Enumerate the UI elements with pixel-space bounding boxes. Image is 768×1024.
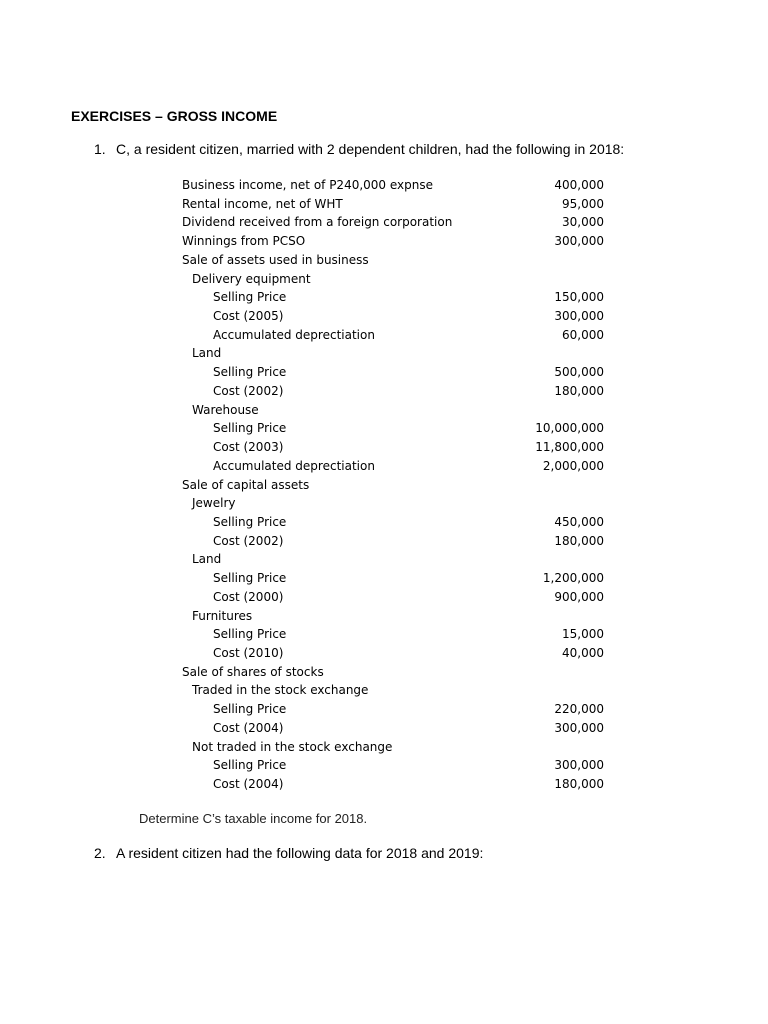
item-label: Accumulated deprectiation: [213, 327, 375, 342]
item-label: Rental income, net of WHT: [182, 196, 343, 211]
item-label: Selling Price: [213, 514, 287, 529]
item-row: [182, 569, 604, 588]
item-label: Warehouse: [192, 402, 259, 417]
item-row: [182, 176, 604, 195]
item-row: [182, 232, 604, 251]
item-label: Dividend received from a foreign corporation: [182, 215, 453, 230]
item-value: 180,000: [554, 533, 604, 548]
item-value: 11,800,000: [535, 440, 604, 455]
item-row: [182, 401, 604, 420]
page-title: EXERCISES – GROSS INCOME: [71, 108, 278, 124]
item-row: [182, 756, 604, 775]
item-row: [182, 550, 604, 569]
item-value: 300,000: [554, 234, 604, 249]
item-label: Cost (2000): [213, 589, 284, 604]
item-row: [182, 195, 604, 214]
item-row: [182, 738, 604, 757]
item-label: Sale of capital assets: [182, 477, 310, 492]
item-row: [182, 588, 604, 607]
item-value: 30,000: [562, 215, 604, 230]
item-value: 500,000: [554, 365, 604, 380]
item-label: Selling Price: [213, 290, 287, 305]
item-label: Delivery equipment: [192, 271, 311, 286]
item-label: Business income, net of P240,000 expnse: [182, 178, 434, 192]
item-value: 400,000: [554, 178, 604, 192]
item-label: Jewelry: [192, 496, 236, 511]
item-value: 150,000: [554, 290, 604, 305]
item-label: Winnings from PCSO: [182, 234, 306, 249]
item-value: 15,000: [562, 627, 604, 642]
item-label: Cost (2005): [213, 309, 284, 324]
item-row: [182, 326, 604, 345]
item-row: [182, 307, 604, 326]
item-value: 2,000,000: [542, 458, 604, 473]
item-row: [182, 438, 604, 457]
item-row: [182, 344, 604, 363]
item-value: 10,000,000: [535, 421, 604, 436]
item-label: Selling Price: [213, 702, 287, 717]
item-label: Land: [192, 346, 222, 361]
item-value: 180,000: [554, 383, 604, 398]
item-row: [182, 663, 604, 682]
item-label: Selling Price: [213, 758, 287, 773]
item-row: [182, 700, 604, 719]
item-label: Not traded in the stock exchange: [192, 739, 393, 754]
item-label: Traded in the stock exchange: [192, 683, 369, 698]
question-1-number: 1.: [94, 141, 106, 157]
item-row: [182, 681, 604, 700]
item-label: Cost (2002): [213, 533, 284, 548]
item-row: [182, 625, 604, 644]
item-row: [182, 719, 604, 738]
item-label: Cost (2002): [213, 383, 284, 398]
item-label: Furnitures: [192, 608, 253, 623]
item-row: [182, 251, 604, 270]
item-label: Selling Price: [213, 571, 287, 586]
item-value: 180,000: [554, 777, 604, 791]
item-row: [182, 513, 604, 532]
income-items-table: [182, 176, 604, 794]
item-value: 40,000: [562, 645, 604, 660]
item-row: [182, 494, 604, 513]
item-value: 60,000: [562, 327, 604, 342]
item-label: Accumulated deprectiation: [213, 458, 375, 473]
item-label: Selling Price: [213, 421, 287, 436]
item-value: 220,000: [554, 702, 604, 717]
item-label: Sale of assets used in business: [182, 252, 369, 267]
item-row: [182, 288, 604, 307]
item-row: [182, 457, 604, 476]
item-value: 900,000: [554, 589, 604, 604]
item-value: 450,000: [554, 514, 604, 529]
item-label: Cost (2003): [213, 440, 284, 455]
instruction-text: Determine C’s taxable income for 2018.: [139, 811, 368, 826]
question-2-text: A resident citizen had the following data for 2018 and 2019:: [116, 845, 484, 861]
item-label: Sale of shares of stocks: [182, 664, 324, 679]
item-value: 1,200,000: [542, 571, 604, 586]
item-row: [182, 644, 604, 663]
item-row: [182, 476, 604, 495]
item-row: [182, 419, 604, 438]
item-label: Cost (2004): [213, 777, 284, 791]
item-label: Selling Price: [213, 365, 287, 380]
item-value: 95,000: [562, 196, 604, 211]
item-row: [182, 382, 604, 401]
item-label: Cost (2010): [213, 645, 284, 660]
item-row: [182, 363, 604, 382]
item-label: Land: [192, 552, 222, 567]
question-2-number: 2.: [94, 845, 106, 861]
item-value: 300,000: [554, 720, 604, 735]
item-value: 300,000: [554, 758, 604, 773]
item-label: Cost (2004): [213, 720, 284, 735]
item-row: [182, 775, 604, 794]
question-1-text: C, a resident citizen, married with 2 dependent children, had the following in 2018:: [116, 141, 625, 157]
item-row: [182, 607, 604, 626]
item-value: 300,000: [554, 309, 604, 324]
item-row: [182, 270, 604, 289]
item-row: [182, 213, 604, 232]
item-row: [182, 532, 604, 551]
item-label: Selling Price: [213, 627, 287, 642]
